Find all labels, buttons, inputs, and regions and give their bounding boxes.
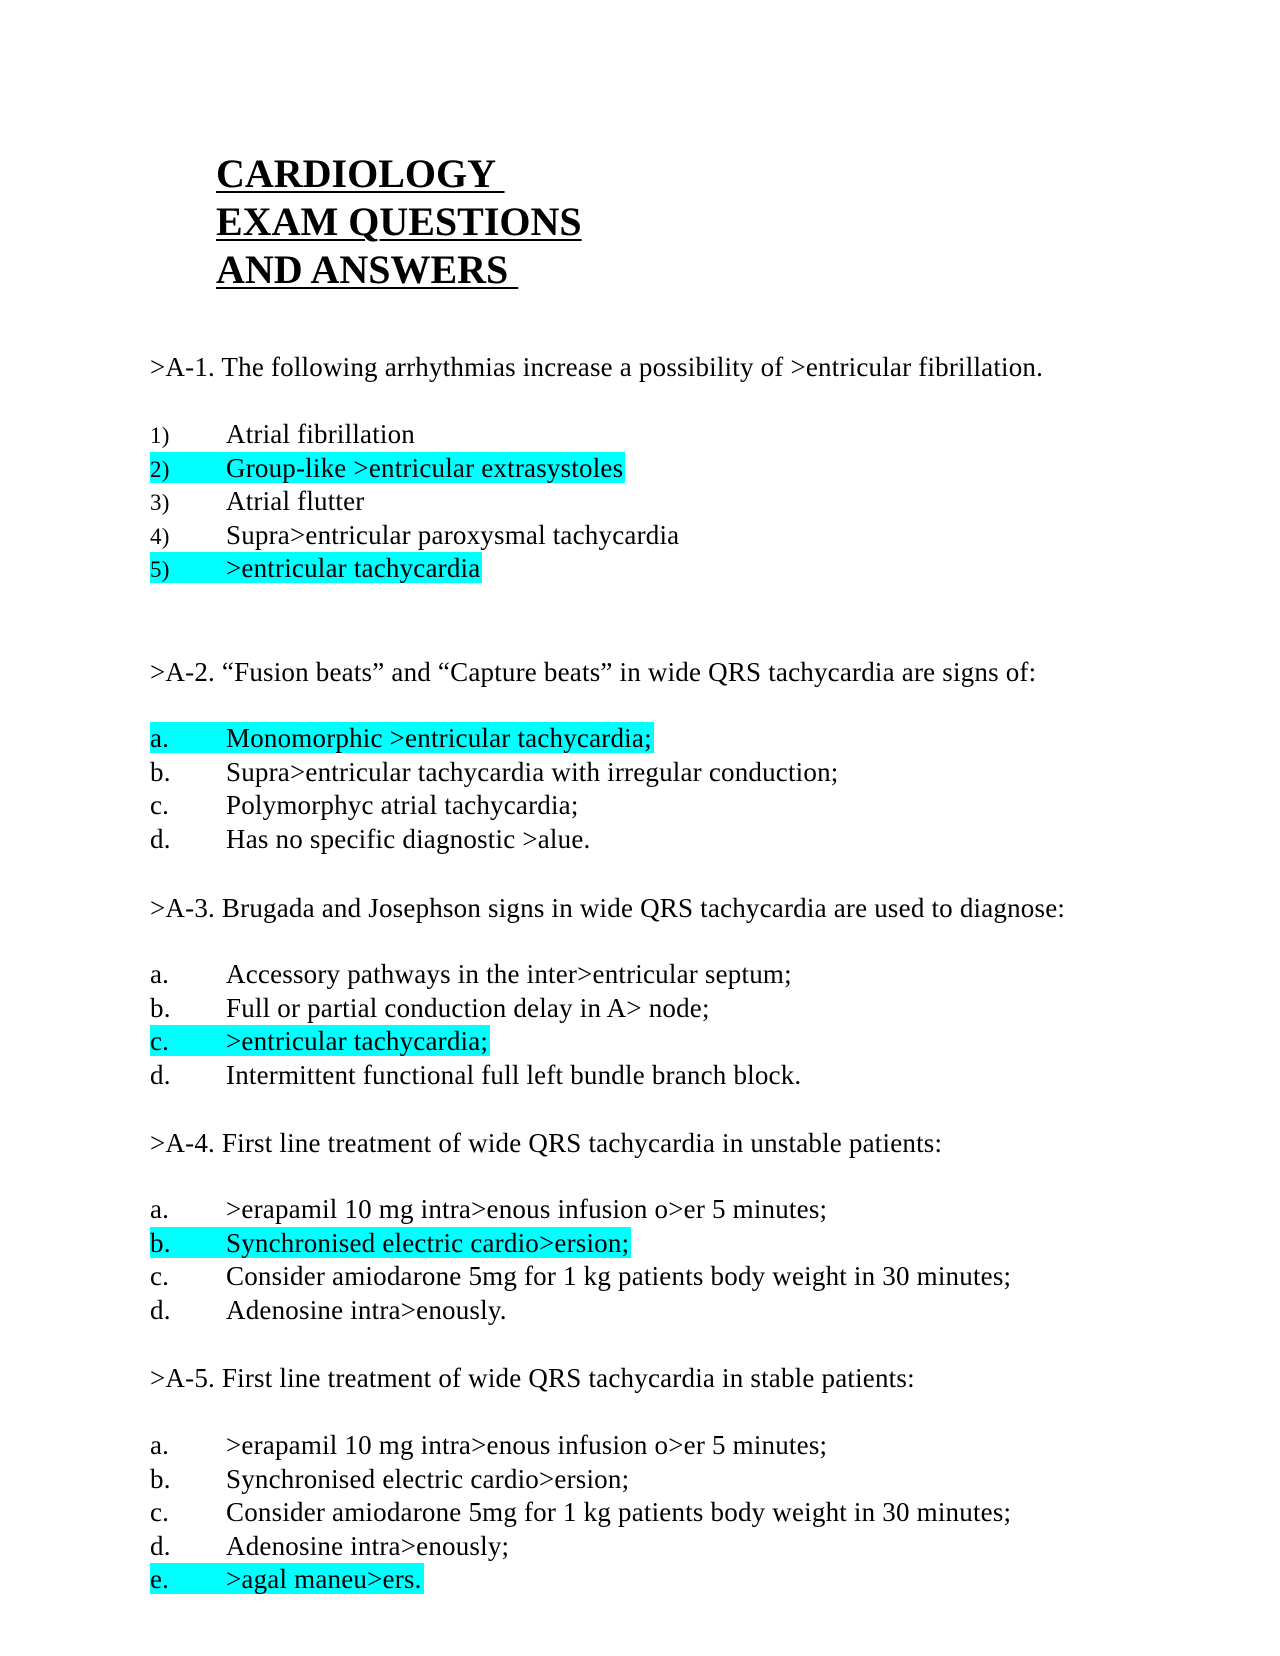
option-label: a.	[150, 959, 170, 989]
question-a4: >A-4. First line treatment of wide QRS tachycardia in unstable patients:	[150, 1128, 943, 1158]
options-a4	[150, 1193, 1013, 1327]
question-a3: >A-3. Brugada and Josephson signs in wide QRS tachycardia are used to diagnose:	[150, 893, 1066, 923]
option-item	[150, 1429, 1013, 1463]
option-text: Synchronised electric cardio>ersion;	[226, 1227, 630, 1258]
option-item	[150, 1294, 1013, 1328]
option-label: 5)	[150, 557, 170, 583]
option-item	[150, 1563, 1013, 1597]
option-text: >erapamil 10 mg intra>enous infusion o>er 5 minutes;	[226, 1430, 828, 1460]
question-a5: >A-5. First line treatment of wide QRS tachycardia in stable patients:	[150, 1363, 915, 1393]
option-item	[150, 1059, 803, 1093]
options-a5	[150, 1429, 1013, 1597]
option-label: 2)	[150, 456, 170, 482]
options-a3	[150, 958, 803, 1092]
option-text: Atrial flutter	[226, 486, 365, 517]
option-text: >entricular tachycardia;	[226, 1026, 489, 1057]
option-item	[150, 756, 841, 790]
option-label: c.	[150, 1497, 170, 1528]
option-text: >entricular tachycardia	[226, 553, 481, 584]
option-item	[150, 823, 841, 857]
option-text: Has no specific diagnostic >alue.	[226, 823, 591, 854]
option-item	[150, 992, 803, 1026]
option-label: d.	[150, 1294, 171, 1325]
option-text: Consider amiodarone 5mg for 1 kg patients body weight in 30 minutes;	[226, 1497, 1012, 1528]
option-text: Supra>entricular paroxysmal tachycardia	[226, 519, 680, 550]
option-item	[150, 1496, 1013, 1530]
option-text: Monomorphic >entricular tachycardia;	[226, 723, 652, 753]
option-label: b.	[150, 992, 171, 1023]
option-item	[150, 958, 803, 992]
option-label: a.	[150, 1430, 170, 1460]
option-label: b.	[150, 756, 171, 787]
option-item	[150, 1025, 803, 1059]
title-line: EXAM QUESTIONS	[216, 199, 582, 244]
option-label: d.	[150, 1059, 171, 1090]
option-item	[150, 1530, 1013, 1564]
option-label: a.	[150, 723, 170, 753]
option-text: >agal maneu>ers.	[226, 1564, 422, 1595]
option-text: Intermittent functional full left bundle branch block.	[226, 1059, 802, 1090]
option-item	[150, 552, 681, 586]
option-text: Accessory pathways in the inter>entricular septum;	[226, 959, 792, 989]
option-item	[150, 1193, 1013, 1227]
option-label: c.	[150, 790, 170, 821]
option-item	[150, 789, 841, 823]
option-label: 1)	[150, 423, 170, 448]
option-item	[150, 485, 681, 519]
option-label: 4)	[150, 523, 170, 549]
option-text: Synchronised electric cardio>ersion;	[226, 1463, 630, 1494]
option-item	[150, 418, 681, 452]
option-label: e.	[150, 1564, 170, 1595]
option-label: 3)	[150, 490, 170, 516]
option-text: >erapamil 10 mg intra>enous infusion o>er 5 minutes;	[226, 1194, 828, 1224]
option-text: Adenosine intra>enously;	[226, 1530, 510, 1561]
title-line: AND ANSWERS	[216, 247, 519, 292]
option-text: Group-like >entricular extrasystoles	[226, 452, 624, 483]
option-item	[150, 1463, 1013, 1497]
options-a2	[150, 722, 841, 856]
option-item	[150, 722, 841, 756]
question-a1: >A-1. The following arrhythmias increase a possibility of >entricular fibrillation.	[150, 352, 1044, 382]
option-item	[150, 1227, 1013, 1261]
option-label: b.	[150, 1227, 171, 1258]
title-line: CARDIOLOGY	[216, 151, 505, 196]
option-text: Atrial fibrillation	[226, 419, 416, 449]
option-text: Polymorphyc atrial tachycardia;	[226, 790, 579, 821]
question-a2: >A-2. “Fusion beats” and “Capture beats” in wide QRS tachycardia are signs of:	[150, 657, 1037, 687]
option-text: Full or partial conduction delay in A> node;	[226, 992, 710, 1023]
option-label: d.	[150, 823, 171, 854]
option-text: Consider amiodarone 5mg for 1 kg patients body weight in 30 minutes;	[226, 1261, 1012, 1292]
option-label: b.	[150, 1463, 171, 1494]
document-title	[216, 150, 582, 294]
option-item	[150, 519, 681, 553]
option-label: c.	[150, 1026, 170, 1057]
options-a1	[150, 418, 681, 586]
option-item	[150, 452, 681, 486]
option-label: c.	[150, 1261, 170, 1292]
option-text: Adenosine intra>enously.	[226, 1294, 507, 1325]
option-label: a.	[150, 1194, 170, 1224]
option-item	[150, 1260, 1013, 1294]
option-text: Supra>entricular tachycardia with irregular conduction;	[226, 756, 839, 787]
option-label: d.	[150, 1530, 171, 1561]
